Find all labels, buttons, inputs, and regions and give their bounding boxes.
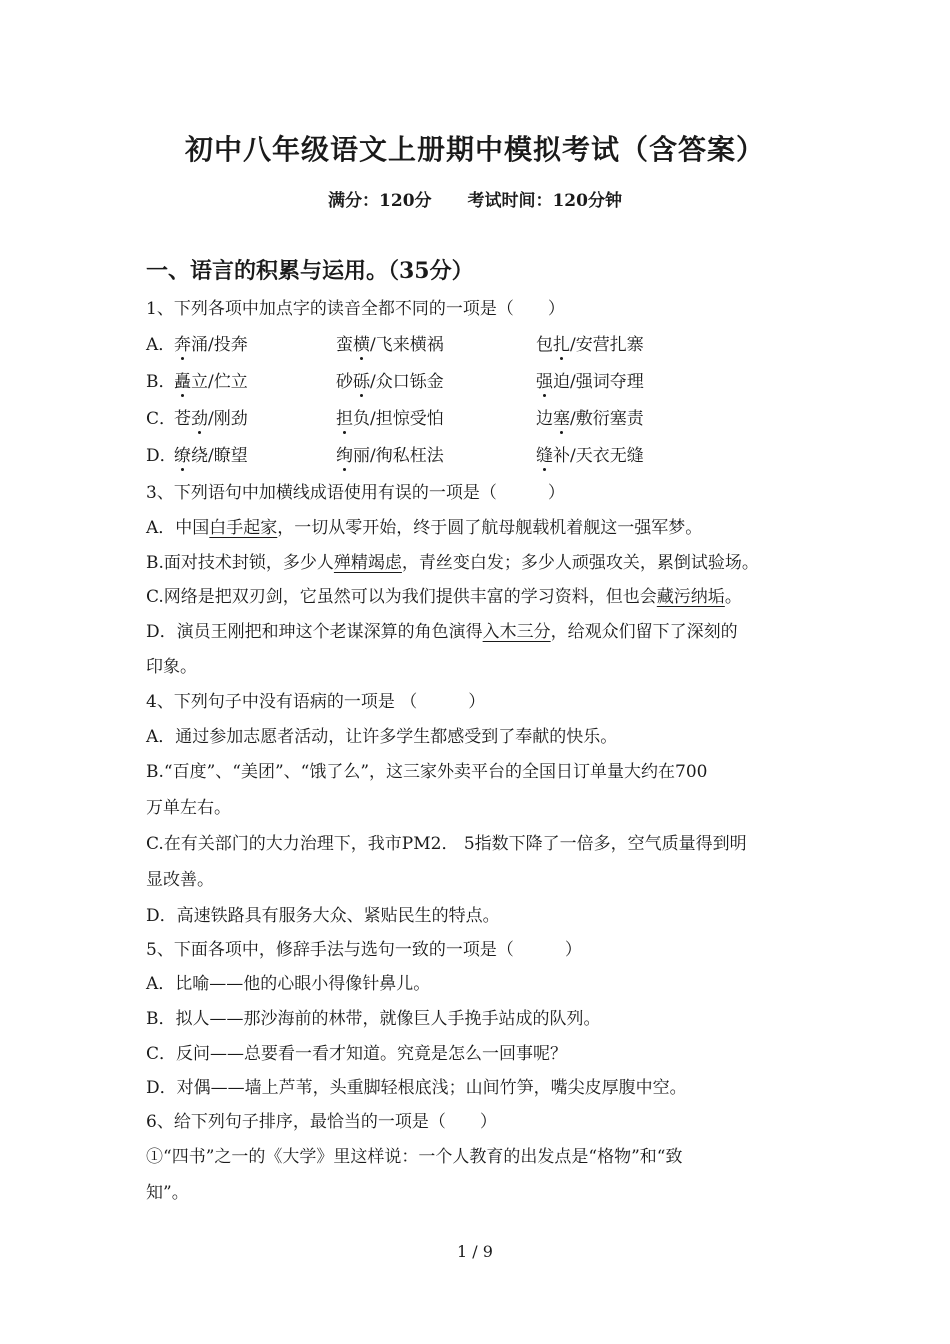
underlined-idiom: 藏污纳垢 [656, 587, 725, 607]
question-1-stem: 1、下列各项中加点字的读音全都不同的一项是（ ） [146, 299, 565, 319]
question-3-option-c: C.网络是把双刃剑，它虽然可以为我们提供丰富的学习资料，但也会藏污纳垢。 [146, 587, 742, 607]
question-4-option-b-cont: 万单左右。 [146, 798, 231, 818]
option-item: 缝补/天衣无缝 [536, 446, 644, 466]
option-item: 强迫/强词夺理 [536, 372, 644, 392]
option-item: 砂砾/众口铄金 [336, 372, 444, 392]
option-item: 蛮横/飞来横祸 [336, 335, 444, 355]
question-5-option-d: D．对偶——墙上芦苇，头重脚轻根底浅；山间竹笋，嘴尖皮厚腹中空。 [146, 1078, 687, 1098]
dotted-char: 扎 [553, 335, 570, 355]
option-item: 绚丽/徇私枉法 [336, 446, 444, 466]
option-item: 奔涌/投奔 [174, 335, 248, 355]
dotted-char: 奔 [174, 335, 191, 355]
question-3-option-a: A．中国白手起家，一切从零开始，终于圆了航母舰载机着舰这一强军梦。 [146, 518, 703, 538]
exam-info [0, 186, 950, 211]
option-item: 边塞/敷衍塞责 [536, 409, 644, 429]
option-label: A． [146, 335, 176, 355]
option-item: 矗立/伫立 [174, 372, 248, 392]
underlined-idiom: 入木三分 [482, 622, 551, 642]
underlined-idiom: 白手起家 [209, 518, 278, 538]
dotted-char: 绚 [336, 446, 353, 466]
question-6-sentence-1-cont: 知”。 [146, 1183, 189, 1203]
question-6-stem: 6、给下列句子排序，最恰当的一项是（ ） [146, 1112, 497, 1132]
option-label: B． [146, 372, 176, 392]
dotted-char: 缝 [536, 446, 553, 466]
page-number: 1 / 9 [457, 1242, 493, 1261]
question-5-option-c: C．反问——总要看一看才知道。究竟是怎么一回事呢？ [146, 1044, 568, 1064]
question-4-option-a: A．通过参加志愿者活动，让许多学生都感受到了奉献的快乐。 [146, 727, 618, 747]
question-6-sentence-1: ①“四书”之一的《大学》里这样说：一个人教育的出发点是“格物”和“致 [146, 1147, 683, 1167]
question-5-option-b: B．拟人——那沙海前的林带，就像巨人手挽手站成的队列。 [146, 1009, 601, 1029]
question-3-option-d: D．演员王刚把和珅这个老谋深算的角色演得入木三分，给观众们留下了深刻的 [146, 622, 738, 642]
exam-time: 考试时间：120分钟 [467, 191, 622, 211]
option-item: 缭绕/瞭望 [174, 446, 248, 466]
option-item: 包扎/安营扎寨 [536, 335, 644, 355]
dotted-char: 砾 [353, 372, 370, 392]
question-5-stem: 5、下面各项中，修辞手法与选句一致的一项是（ ） [146, 940, 582, 960]
question-5-option-a: A．比喻——他的心眼小得像针鼻儿。 [146, 974, 431, 994]
document-title: 初中八年级语文上册期中模拟考试（含答案） [184, 133, 765, 166]
question-4-option-d: D．高速铁路具有服务大众、紧贴民生的特点。 [146, 906, 500, 926]
question-3-stem: 3、下列语句中加横线成语使用有误的一项是（ ） [146, 483, 565, 503]
section-heading: 一、语言的积累与运用。（35分） [146, 258, 474, 284]
full-score: 满分：120分 [328, 191, 432, 211]
underlined-idiom: 殚精竭虑 [333, 553, 402, 573]
dotted-char: 缭 [174, 446, 191, 466]
option-label: C． [146, 409, 177, 429]
dotted-char: 劲 [191, 409, 208, 429]
option-item: 担负/担惊受怕 [336, 409, 444, 429]
question-4-stem: 4、下列句子中没有语病的一项是 （ ） [146, 692, 486, 712]
dotted-char: 横 [353, 335, 370, 355]
dotted-char: 矗 [174, 372, 191, 392]
question-4-option-c: C.在有关部门的大力治理下，我市PM2． 5指数下降了一倍多，空气质量得到明 [146, 834, 747, 854]
option-label: D． [146, 446, 177, 466]
dotted-char: 强 [536, 372, 553, 392]
dotted-char: 塞 [553, 409, 570, 429]
option-item: 苍劲/刚劲 [174, 409, 248, 429]
question-4-option-b: B.“百度”、“美团”、“饿了么”，这三家外卖平台的全国日订单量大约在700 [146, 762, 708, 782]
question-3-option-b: B.面对技术封锁，多少人殚精竭虑，青丝变白发；多少人顽强攻关，累倒试验场。 [146, 553, 759, 573]
question-3-option-d-cont: 印象。 [146, 657, 197, 677]
question-4-option-c-cont: 显改善。 [146, 870, 214, 890]
dotted-char: 担 [336, 409, 353, 429]
